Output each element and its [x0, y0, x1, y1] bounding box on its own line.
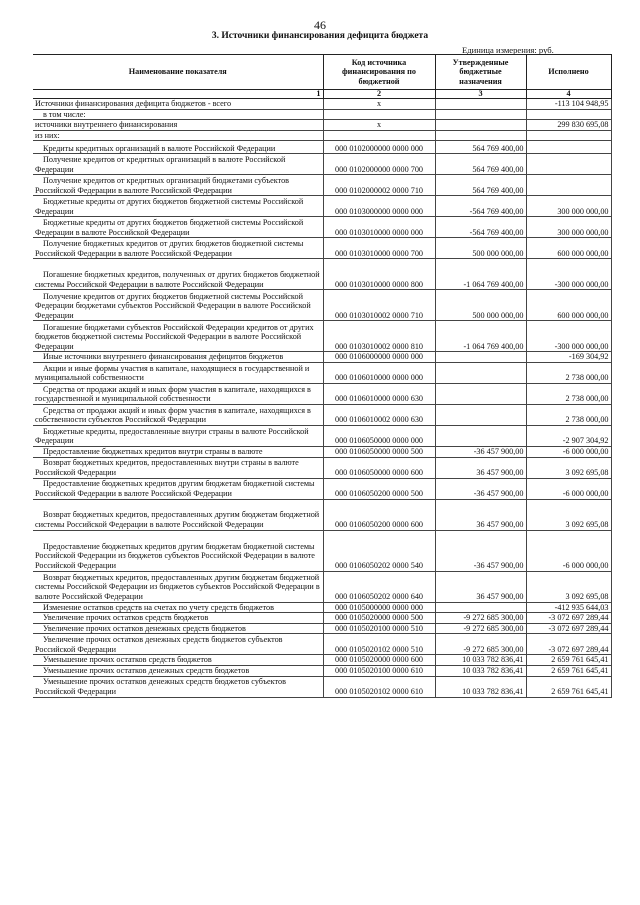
table-row: [33, 404, 611, 425]
row-code: 000 0102000002 0000 710: [323, 175, 435, 196]
row-code: 000 0105020102 0000 510: [323, 634, 435, 655]
row-code: 000 0102000000 0000 700: [323, 154, 435, 175]
table-row: [33, 259, 611, 290]
row-code: 000 0103010000 0000 000: [323, 217, 435, 238]
row-code: 000 0106000000 0000 000: [323, 352, 435, 363]
row-approved: -9 272 685 300,00: [435, 623, 526, 634]
row-name: Уменьшение прочих остатков денежных средств бюджетов субъектов Российской Федерации: [33, 676, 323, 697]
row-executed: -300 000 000,00: [526, 259, 611, 290]
row-approved: [435, 602, 526, 613]
table-row: [33, 362, 611, 383]
row-code: 000 0106010000 0000 630: [323, 383, 435, 404]
unit-label: Единица измерения: руб.: [462, 45, 554, 55]
row-name: из них:: [33, 130, 323, 141]
row-code: 000 0106010000 0000 000: [323, 362, 435, 383]
table-row: [33, 602, 611, 613]
row-name: Увеличение прочих остатков средств бюджетов: [33, 613, 323, 624]
row-name: Возврат бюджетных кредитов, предоставленных другим бюджетам бюджетной системы Российской Федерации в валюте Российской Федерации: [33, 499, 323, 530]
row-approved: [435, 130, 526, 141]
row-executed: 2 738 000,00: [526, 362, 611, 383]
table-row: [33, 499, 611, 530]
row-approved: -1 064 769 400,00: [435, 321, 526, 352]
row-name: Увеличение прочих остатков денежных средств бюджетов: [33, 623, 323, 634]
table-row: [33, 290, 611, 321]
sources-table: [33, 54, 612, 698]
row-executed: 299 830 695,08: [526, 120, 611, 131]
row-name: Предоставление бюджетных кредитов другим бюджетам бюджетной системы Российской Федерации в валюте Российской Федерации: [33, 478, 323, 499]
row-code: [323, 130, 435, 141]
row-name: Бюджетные кредиты от других бюджетов бюджетной системы Российской Федерации: [33, 196, 323, 217]
table-row: [33, 446, 611, 457]
row-name: Погашение бюджетных кредитов, полученных от других бюджетов бюджетной системы Российской Федерации в валюте Российской Федерации: [33, 259, 323, 290]
row-approved: 564 769 400,00: [435, 175, 526, 196]
column-number-4: 4: [526, 90, 611, 99]
row-approved: 10 033 782 836,41: [435, 676, 526, 697]
row-name: Бюджетные кредиты от других бюджетов бюджетной системы Российской Федерации в валюте Российской Федерации: [33, 217, 323, 238]
row-approved: -36 457 900,00: [435, 530, 526, 571]
row-code: 000 0103010002 0000 710: [323, 290, 435, 321]
table-row: [33, 676, 611, 697]
table-row: [33, 109, 611, 120]
row-name: Увеличение прочих остатков денежных средств бюджетов субъектов Российской Федерации: [33, 634, 323, 655]
row-code: 000 0106050000 0000 000: [323, 425, 435, 446]
row-code: 000 0106010002 0000 630: [323, 404, 435, 425]
row-executed: -3 072 697 289,44: [526, 613, 611, 624]
row-code: 000 0106050202 0000 540: [323, 530, 435, 571]
row-executed: 600 000 000,00: [526, 290, 611, 321]
section-title: 3. Источники финансирования дефицита бюджета: [211, 31, 429, 41]
column-number-1: 1: [33, 90, 323, 99]
row-executed: 2 659 761 645,41: [526, 676, 611, 697]
table-row: [33, 352, 611, 363]
table-row: [33, 130, 611, 141]
column-number-3: 3: [435, 90, 526, 99]
row-approved: [435, 120, 526, 131]
table-row: [33, 457, 611, 478]
row-name: Иные источники внутреннего финансирования дефицитов бюджетов: [33, 352, 323, 363]
row-approved: [435, 383, 526, 404]
row-code: 000 0103010000 0000 800: [323, 259, 435, 290]
row-code: 000 0106050000 0000 600: [323, 457, 435, 478]
row-code: 000 0105020100 0000 510: [323, 623, 435, 634]
row-name: Уменьшение прочих остатков средств бюджетов: [33, 655, 323, 666]
row-code: 000 0102000000 0000 000: [323, 141, 435, 154]
row-code: 000 0106050000 0000 500: [323, 446, 435, 457]
row-name: Акции и иные формы участия в капитале, находящиеся в государственной и муниципальной собственности: [33, 362, 323, 383]
row-approved: [435, 425, 526, 446]
table-row: [33, 175, 611, 196]
row-executed: 2 738 000,00: [526, 383, 611, 404]
table-row: [33, 196, 611, 217]
header-name: Наименование показателя: [33, 55, 323, 90]
row-executed: [526, 154, 611, 175]
table-row: [33, 217, 611, 238]
table-row: [33, 99, 611, 110]
row-executed: -412 935 644,03: [526, 602, 611, 613]
row-approved: -564 769 400,00: [435, 196, 526, 217]
row-approved: -36 457 900,00: [435, 478, 526, 499]
row-name: Возврат бюджетных кредитов, предоставленных другим бюджетам бюджетной системы Российской Федерации из бюджетов субъектов Российской Федерации в валюте Российской Федерации: [33, 571, 323, 602]
row-name: Кредиты кредитных организаций в валюте Российской Федерации: [33, 141, 323, 154]
row-code: 000 0105020000 0000 600: [323, 655, 435, 666]
row-executed: 600 000 000,00: [526, 238, 611, 259]
header-executed: Исполнено: [526, 55, 611, 90]
table-row: [33, 665, 611, 676]
table-header-row: [33, 55, 611, 90]
page-number: 46: [314, 18, 326, 32]
row-approved: 564 769 400,00: [435, 154, 526, 175]
table-row: [33, 120, 611, 131]
row-approved: 36 457 900,00: [435, 457, 526, 478]
table-row: [33, 238, 611, 259]
row-code: 000 0106050200 0000 500: [323, 478, 435, 499]
row-code: 000 0103000000 0000 000: [323, 196, 435, 217]
row-approved: [435, 99, 526, 110]
row-approved: 10 033 782 836,41: [435, 655, 526, 666]
row-name: Получение кредитов от других бюджетов бюджетной системы Российской Федерации бюджетами субъектов Российской Федерации в валюте Российской Федерации: [33, 290, 323, 321]
row-approved: 10 033 782 836,41: [435, 665, 526, 676]
row-name: Предоставление бюджетных кредитов внутри страны в валюте: [33, 446, 323, 457]
row-name: Средства от продажи акций и иных форм участия в капитале, находящихся в государственной и муниципальной собственности: [33, 383, 323, 404]
row-approved: 564 769 400,00: [435, 141, 526, 154]
table-body: [33, 99, 611, 698]
row-code: 000 0106050202 0000 640: [323, 571, 435, 602]
row-name: Получение кредитов от кредитных организаций бюджетами субъектов Российской Федерации в валюте Российской Федерации: [33, 175, 323, 196]
row-executed: 2 659 761 645,41: [526, 655, 611, 666]
row-executed: -6 000 000,00: [526, 446, 611, 457]
table-row: [33, 478, 611, 499]
table-row: [33, 321, 611, 352]
row-code: 000 0103010000 0000 700: [323, 238, 435, 259]
row-approved: -1 064 769 400,00: [435, 259, 526, 290]
row-name: Получение кредитов от кредитных организаций в валюте Российской Федерации: [33, 154, 323, 175]
table-row: [33, 141, 611, 154]
column-number-2: 2: [323, 90, 435, 99]
row-code: [323, 109, 435, 120]
row-executed: -300 000 000,00: [526, 321, 611, 352]
row-name: Средства от продажи акций и иных форм участия в капитале, находящихся в собственности субъектов Российской Федерации: [33, 404, 323, 425]
row-approved: [435, 362, 526, 383]
row-name: Предоставление бюджетных кредитов другим бюджетам бюджетной системы Российской Федерации из бюджетов субъектов Российской Федерации в валюте Российской Федерации: [33, 530, 323, 571]
row-executed: -113 104 948,95: [526, 99, 611, 110]
row-approved: 36 457 900,00: [435, 571, 526, 602]
row-name: Изменение остатков средств на счетах по учету средств бюджетов: [33, 602, 323, 613]
row-name: Источники финансирования дефицита бюджетов - всего: [33, 99, 323, 110]
table-row: [33, 425, 611, 446]
row-executed: 2 738 000,00: [526, 404, 611, 425]
column-number-row: [33, 90, 611, 99]
row-name: Получение бюджетных кредитов от других бюджетов бюджетной системы Российской Федерации в валюте Российской Федерации: [33, 238, 323, 259]
row-executed: 3 092 695,08: [526, 499, 611, 530]
row-code: x: [323, 120, 435, 131]
row-approved: -564 769 400,00: [435, 217, 526, 238]
row-executed: -6 000 000,00: [526, 478, 611, 499]
sources-table-container: [33, 54, 611, 698]
row-executed: -6 000 000,00: [526, 530, 611, 571]
row-executed: 300 000 000,00: [526, 196, 611, 217]
row-name: в том числе:: [33, 109, 323, 120]
row-executed: [526, 109, 611, 120]
row-executed: [526, 141, 611, 154]
header-code: Код источника финансирования по бюджетной: [323, 55, 435, 90]
row-executed: [526, 130, 611, 141]
row-executed: -2 907 304,92: [526, 425, 611, 446]
row-code: 000 0105020000 0000 500: [323, 613, 435, 624]
row-executed: -3 072 697 289,44: [526, 634, 611, 655]
table-row: [33, 655, 611, 666]
row-code: 000 0106050200 0000 600: [323, 499, 435, 530]
table-row: [33, 623, 611, 634]
table-row: [33, 571, 611, 602]
row-executed: 3 092 695,08: [526, 457, 611, 478]
row-code: x: [323, 99, 435, 110]
header-approved: Утвержденные бюджетные назначения: [435, 55, 526, 90]
row-name: Возврат бюджетных кредитов, предоставленных внутри страны в валюте Российской Федерации: [33, 457, 323, 478]
row-approved: [435, 109, 526, 120]
row-code: 000 0105020102 0000 610: [323, 676, 435, 697]
row-name: Погашение бюджетами субъектов Российской Федерации кредитов от других бюджетов бюджетной системы Российской Федерации в валюте Российской Федерации: [33, 321, 323, 352]
row-approved: 500 000 000,00: [435, 290, 526, 321]
row-executed: 3 092 695,08: [526, 571, 611, 602]
row-approved: -36 457 900,00: [435, 446, 526, 457]
table-row: [33, 530, 611, 571]
row-executed: 2 659 761 645,41: [526, 665, 611, 676]
row-approved: -9 272 685 300,00: [435, 634, 526, 655]
row-approved: [435, 404, 526, 425]
row-executed: 300 000 000,00: [526, 217, 611, 238]
row-code: 000 0105020100 0000 610: [323, 665, 435, 676]
table-row: [33, 383, 611, 404]
row-approved: 500 000 000,00: [435, 238, 526, 259]
row-executed: -3 072 697 289,44: [526, 623, 611, 634]
row-name: Уменьшение прочих остатков денежных средств бюджетов: [33, 665, 323, 676]
row-approved: -9 272 685 300,00: [435, 613, 526, 624]
row-code: 000 0103010002 0000 810: [323, 321, 435, 352]
table-row: [33, 634, 611, 655]
table-row: [33, 613, 611, 624]
table-row: [33, 154, 611, 175]
row-approved: 36 457 900,00: [435, 499, 526, 530]
row-executed: -169 304,92: [526, 352, 611, 363]
row-executed: [526, 175, 611, 196]
row-name: источники внутреннего финансирования: [33, 120, 323, 131]
row-name: Бюджетные кредиты, предоставленные внутри страны в валюте Российской Федерации: [33, 425, 323, 446]
row-code: 000 0105000000 0000 000: [323, 602, 435, 613]
row-approved: [435, 352, 526, 363]
